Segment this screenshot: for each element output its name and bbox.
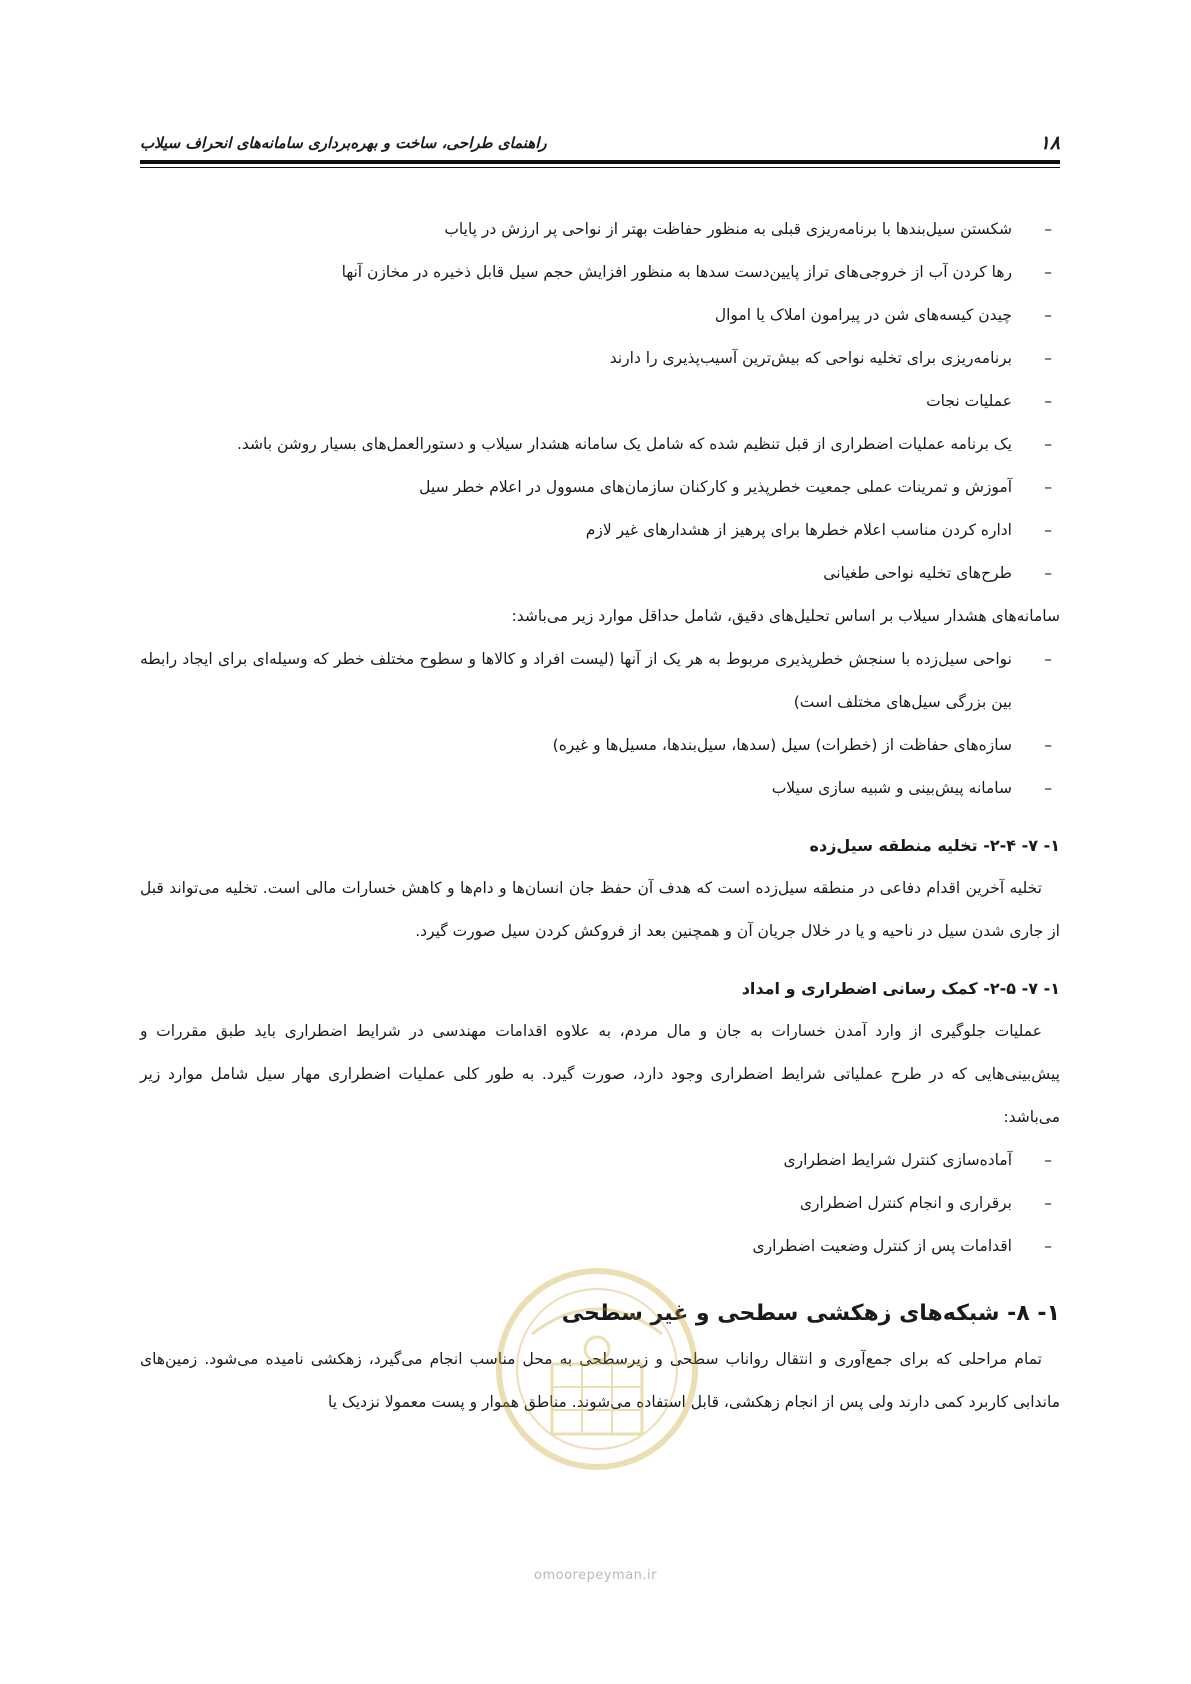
header-rule-thick [140, 160, 1060, 164]
page-body [140, 208, 1060, 1424]
list-item: – سازه‌های حفاظت از (خطرات) سیل (سدها، سیل‌بندها، مسیل‌ها و غیره) [140, 724, 1060, 767]
list-item: – طرح‌های تخلیه نواحی طغیانی [140, 552, 1060, 595]
list-item: – اقدامات پس از کنترل وضعیت اضطراری [140, 1225, 1060, 1268]
page-number: ۱۸ [1039, 132, 1060, 154]
watermark-site: omoorepeyman.ir [534, 1568, 657, 1583]
list-item: – یک برنامه عملیات اضطراری از قبل تنظیم شده که شامل یک سامانه هشدار سیلاب و دستورالعمل‌های بسیار روشن باشد. [140, 423, 1060, 466]
list-item: – رها کردن آب از خروجی‌های تراز پایین‌دست سدها به منظور افزایش حجم سیل قابل ذخیره در مخازن آنها [140, 251, 1060, 294]
list-item: – سامانه پیش‌بینی و شبیه سازی سیلاب [140, 767, 1060, 810]
list-item: – شکستن سیل‌بندها با برنامه‌ریزی قبلی به منظور حفاظت بهتر از نواحی پر ارزش در پایاب [140, 208, 1060, 251]
list-item: – چیدن کیسه‌های شن در پیرامون املاک یا اموال [140, 294, 1060, 337]
list-item: – اداره کردن مناسب اعلام خطرها برای پرهیز از هشدارهای غیر لازم [140, 509, 1060, 552]
drainage-paragraph: تمام مراحلی که برای جمع‌آوری و انتقال رواناب سطحی و زیرسطحی به محل مناسب انجام می‌گیرد، زهکشی نامیده می‌شود. زمین‌های ماندابی کاربرد کمی دارند ولی پس از انجام زهکشی، قابل استفاده می‌شوند. مناطق هموار و پست معمولا نزدیک یا [140, 1350, 1060, 1411]
section-heading-evacuation: ۱- ۷- ۲-۴- تخلیه منطقه سیل‌زده [809, 836, 1060, 855]
warning-systems-list [140, 638, 1060, 810]
watermark-seal-icon [492, 1264, 702, 1514]
warning-systems-intro: سامانه‌های هشدار سیلاب بر اساس تحلیل‌های دقیق، شامل حداقل موارد زیر می‌باشد: [511, 607, 1060, 625]
measures-list [140, 208, 1060, 595]
list-item: – عملیات نجات [140, 380, 1060, 423]
list-item: – برقراری و انجام کنترل اضطراری [140, 1182, 1060, 1225]
list-item: – آموزش و تمرینات عملی جمعیت خطرپذیر و کارکنان سازمان‌های مسوول در اعلام خطر سیل [140, 466, 1060, 509]
section-heading-emergency-relief: ۱- ۷- ۲-۵- کمک رسانی اضطراری و امداد [741, 979, 1060, 998]
list-item: – برنامه‌ریزی برای تخلیه نواحی که بیش‌ترین آسیب‌پذیری را دارند [140, 337, 1060, 380]
running-title: راهنمای طراحی، ساخت و بهره‌برداری سامانه‌های انحراف سیلاب [140, 134, 547, 152]
list-item: – آماده‌سازی کنترل شرایط اضطراری [140, 1139, 1060, 1182]
emergency-relief-paragraph: عملیات جلوگیری از وارد آمدن خسارات به جان و مال مردم، به علاوه اقدامات مهندسی در شرایط اضطراری باید طبق مقررات و پیش‌بینی‌هایی که در طرح عملیاتی شرایط اضطراری وجود دارد، صورت گیرد. به طور کلی عملیات اضطراری مهار سیل شامل موارد زیر می‌باشد: [140, 1022, 1060, 1126]
header-rule-thin [140, 167, 1060, 168]
evacuation-paragraph: تخلیه آخرین اقدام دفاعی در منطقه سیل‌زده است که هدف آن حفظ جان انسان‌ها و دام‌ها و کاهش خسارات مالی است. تخلیه می‌تواند قبل از جاری شدن سیل در ناحیه و یا در خلال جریان آن و همچنین بعد از فروکش کردن سیل صورت گیرد. [140, 879, 1060, 940]
section-heading-drainage: ۱- ۸- شبکه‌های زهکشی سطحی و غیر سطحی [561, 1301, 1060, 1326]
emergency-actions-list [140, 1139, 1060, 1268]
list-item: – نواحی سیل‌زده با سنجش خطرپذیری مربوط به هر یک از آنها (لیست افراد و کالاها و سطوح مختلف خطر که وسیله‌ای برای ایجاد رابطه بین بزرگی سیل‌های مختلف است) [140, 638, 1060, 724]
